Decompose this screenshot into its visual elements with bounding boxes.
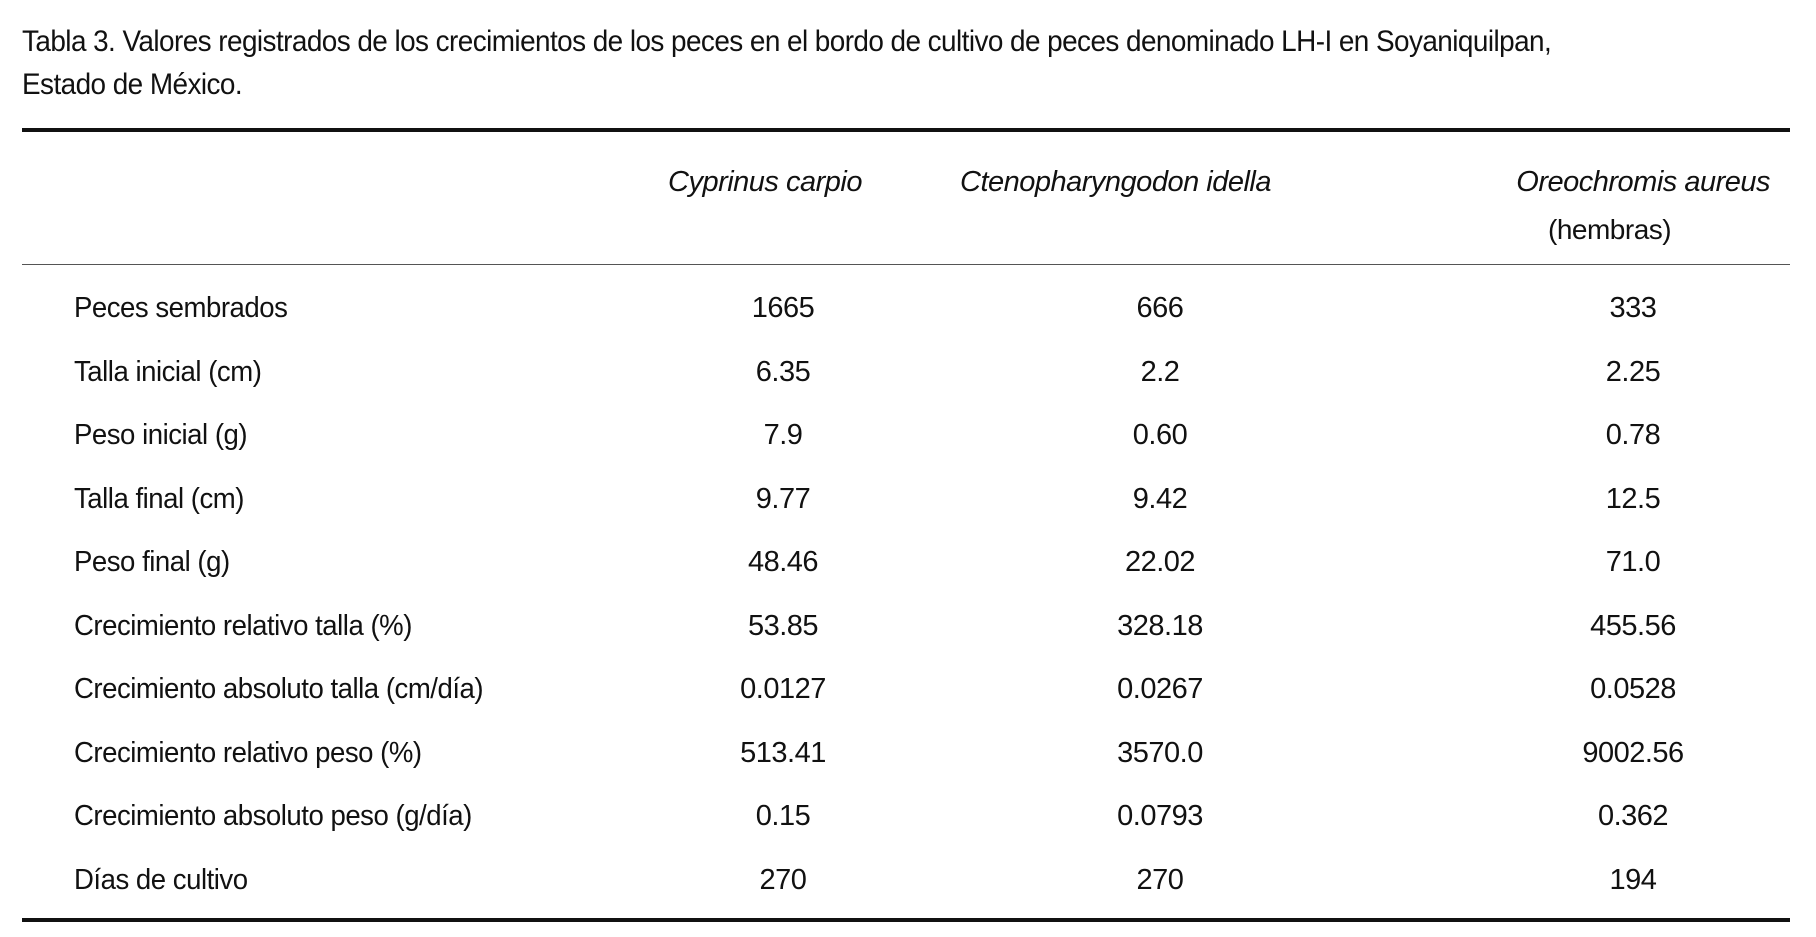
cell-cyprinus: 1665: [751, 292, 815, 324]
cell-cyprinus: 9.77: [755, 482, 811, 515]
table-top-rule: [22, 128, 1790, 132]
header-divider-rule: [22, 264, 1790, 265]
cell-oreochromis: 0.78: [1605, 419, 1661, 451]
cell-ctenopharyngodon: 0.0793: [1117, 800, 1203, 832]
cell-ctenopharyngodon: 270: [1136, 863, 1184, 896]
cell-cyprinus: 7.9: [763, 419, 803, 451]
cell-ctenopharyngodon: 9.42: [1132, 482, 1188, 515]
cell-cyprinus: 6.35: [755, 355, 811, 388]
cell-oreochromis: 194: [1609, 863, 1657, 896]
row-label: Crecimiento relativo peso (%): [74, 736, 422, 769]
row-label: Peces sembrados: [74, 292, 288, 324]
column-header-oreochromis-aureus: Oreochromis aureus: [1516, 166, 1770, 198]
row-label: Crecimiento absoluto peso (g/día): [74, 800, 472, 832]
row-label: Crecimiento relativo talla (%): [74, 609, 412, 642]
table-body: [0, 284, 1816, 919]
caption-line-1: Tabla 3. Valores registrados de los crecimientos de los peces en el bordo de cultivo de peces denominado LH-I en Soyaniquilpan,: [22, 25, 1552, 58]
table-row: [0, 348, 1816, 412]
caption-line-2: Estado de México.: [22, 68, 243, 101]
table-row: [0, 856, 1816, 920]
table-row: [0, 665, 1816, 729]
table-row: [0, 538, 1816, 602]
table-row: [0, 729, 1816, 793]
row-label: Días de cultivo: [74, 863, 248, 896]
row-label: Talla final (cm): [74, 482, 244, 515]
cell-cyprinus: 0.0127: [740, 673, 826, 705]
cell-ctenopharyngodon: 0.0267: [1117, 673, 1203, 705]
cell-oreochromis: 12.5: [1605, 482, 1661, 515]
cell-ctenopharyngodon: 0.60: [1132, 419, 1188, 451]
table-caption: [22, 20, 1677, 106]
cell-oreochromis: 455.56: [1590, 609, 1676, 642]
cell-oreochromis: 9002.56: [1582, 736, 1684, 769]
table-row: [0, 792, 1816, 856]
cell-ctenopharyngodon: 22.02: [1124, 546, 1196, 578]
cell-ctenopharyngodon: 666: [1136, 292, 1184, 324]
table-row: [0, 411, 1816, 475]
cell-ctenopharyngodon: 328.18: [1117, 609, 1203, 642]
table-bottom-rule: [22, 918, 1790, 922]
row-label: Crecimiento absoluto talla (cm/día): [74, 673, 484, 705]
table-row: [0, 475, 1816, 539]
cell-oreochromis: 2.25: [1605, 355, 1661, 388]
column-header-cyprinus-carpio: Cyprinus carpio: [668, 166, 862, 198]
table-row: [0, 602, 1816, 666]
cell-oreochromis: 71.0: [1605, 546, 1661, 578]
cell-cyprinus: 270: [759, 863, 807, 896]
cell-ctenopharyngodon: 2.2: [1140, 355, 1180, 388]
cell-oreochromis: 0.0528: [1590, 673, 1676, 705]
cell-ctenopharyngodon: 3570.0: [1117, 736, 1203, 769]
column-header-ctenopharyngodon-idella: Ctenopharyngodon idella: [960, 166, 1271, 198]
table-row: [0, 284, 1816, 348]
row-label: Talla inicial (cm): [74, 355, 262, 388]
cell-oreochromis: 333: [1609, 292, 1657, 324]
cell-cyprinus: 48.46: [747, 546, 819, 578]
cell-cyprinus: 513.41: [740, 736, 826, 769]
row-label: Peso final (g): [74, 546, 230, 578]
cell-oreochromis: 0.362: [1597, 800, 1669, 832]
cell-cyprinus: 53.85: [747, 609, 819, 642]
cell-cyprinus: 0.15: [755, 800, 811, 832]
column-header-oreochromis-subtitle: (hembras): [1548, 214, 1672, 245]
row-label: Peso inicial (g): [74, 419, 248, 451]
